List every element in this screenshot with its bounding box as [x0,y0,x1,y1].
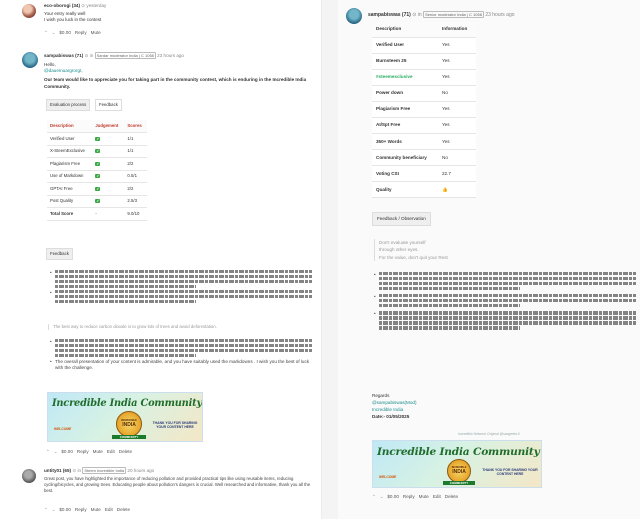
reply-link[interactable]: Reply [74,507,87,512]
row-key: 350+ Words [372,134,438,150]
community-banner [372,440,542,488]
banner-welcome: WELCOME [54,427,72,431]
row-key: AI/Spt Free [372,117,438,133]
right-comment-pane [338,0,640,519]
signature-date: Date:- 01/05/2025 [372,413,410,419]
mention-link[interactable]: @dauemuargrorgt, [44,68,83,74]
community-banner [47,392,203,442]
row-score: 9.0/10 [124,208,147,221]
payout-value[interactable]: $0.00 [59,30,71,35]
row-value: No [438,85,476,101]
author-name[interactable]: untity01 (65) [44,468,72,473]
reply-link[interactable]: Reply [402,494,415,499]
closing-text: The overall presentation of your content is admirable, and you have suitably used the markdowns . I wish you the best of luck with the challenge. [55,358,310,371]
author-name[interactable]: sampabiswas (71) [44,53,84,58]
table-row [372,134,476,150]
feedback-bullets [374,270,636,332]
screenshot-divider [322,0,338,519]
quote-line: For the value, don't quit your Rest [379,254,448,260]
comment-time[interactable]: 23 hours ago [157,53,184,58]
row-judge: - [92,208,124,221]
row-score: 1/1 [124,133,147,146]
check-icon: ✓ [96,161,100,166]
banner-welcome: WELCOME [379,475,397,479]
row-desc: X-SteemExclusive [47,145,92,158]
table-row [47,145,147,158]
reply-link[interactable]: Reply [74,30,87,35]
upvote-icon[interactable]: ⌃ [44,507,48,513]
downvote-icon[interactable]: ⌄ [51,30,56,36]
comment-eco [0,0,321,45]
comment-footer [44,30,101,36]
mute-link[interactable]: Mute [90,507,101,512]
comment-footer [372,494,458,500]
downvote-icon[interactable]: ⌄ [379,494,384,500]
comment-line: I wish you luck in the contest [44,17,102,23]
upvote-icon[interactable]: ⌃ [44,30,48,36]
table-row [372,85,476,101]
closing-bullets [50,337,312,373]
check-icon: ✓ [96,136,100,141]
evaluation-table [47,120,147,221]
greeting: Hello, [44,62,56,67]
check-icon: ✓ [96,174,100,179]
header-description: Description [47,120,92,133]
mute-link[interactable]: Mute [418,494,429,499]
table-row [372,53,476,69]
author-name[interactable]: sampabiswas (71) [368,12,411,18]
list-item [50,270,312,288]
comment-time[interactable]: 23 hours ago [485,12,515,18]
quote-line: Don't evaluate yourself [379,240,426,245]
mute-link[interactable]: Mute [92,449,103,454]
row-score: 2.5/3 [124,195,147,208]
comment-body: Great post, you have highlighted the importance of reducing pollution and provided practical tips like using reusable items, reducing cycling/bicycles, and growing trees. Educating people about pollution's dangers is crucial. Well researched and informative, thank you all the best. [44,476,311,493]
comment-footer [46,449,132,455]
edit-link[interactable]: Edit [104,507,113,512]
banner-title: Incredible India Community [377,446,540,458]
community-prefix: ⊙ in [412,12,422,18]
delete-link[interactable]: Delete [444,494,459,499]
edit-link[interactable]: Edit [432,494,441,499]
comment-body [44,62,312,90]
evaluation-process-button[interactable]: Evaluation process [46,99,90,111]
avatar[interactable] [22,469,36,483]
row-score: 2/2 [124,158,147,171]
blockquote [374,239,514,261]
delete-link[interactable]: Delete [118,449,133,454]
row-key: Verified User [372,37,438,53]
reply-link[interactable]: Reply [76,449,89,454]
row-value: Yes [438,134,476,150]
community-prefix: ⊙ in [84,53,94,58]
role-tag: Steem Incredible India [84,468,125,473]
header-information: Information [438,22,476,37]
table-row [47,158,147,171]
india-seal-logo [447,459,471,483]
row-value: Yes [438,37,476,53]
feedback-observation-button[interactable]: Feedback / Observation [372,212,431,226]
comment-time[interactable]: ⊙ yesterday [81,3,107,8]
seal-top-text: INCREDIBLE [121,418,137,422]
list-item [374,311,636,329]
table-row [47,208,147,221]
row-score: 1/1 [124,145,147,158]
india-seal-logo [116,411,142,437]
avatar[interactable] [346,8,362,24]
comment-byline [44,53,184,59]
row-desc: Total Score [47,208,92,221]
payout-value[interactable]: $0.00 [61,449,73,454]
downvote-icon[interactable]: ⌄ [51,507,56,513]
avatar[interactable] [22,4,36,18]
list-item [50,339,312,357]
row-desc: Post Quality [47,195,92,208]
banner-tagline: THANK YOU FOR SHARING YOUR CONTENT HERE [482,468,538,477]
signature-community-link[interactable]: Incredible India [372,406,404,412]
row-value: Yes [438,69,476,85]
table-row [47,170,147,183]
row-value: 22.7 [438,166,476,182]
banner-credit: Incredible Network Original @sangeeto.ii [458,432,520,436]
banner-ribbon: COMMUNITY [443,481,475,485]
seal-text: INDIA [122,422,136,429]
row-key: Quality [372,182,438,198]
comment-untity [0,466,321,519]
comment-time[interactable]: 20 hours ago [127,468,155,473]
information-table [372,22,476,198]
author-name[interactable]: eco-oborogi (34) [44,3,80,8]
signature-user-link[interactable]: @sampabiswas(Mod) [372,399,417,405]
row-key: Burnsteem 25 [372,53,438,69]
comment-line: Your entry really well [44,11,86,16]
regards-text: Regards [372,393,390,398]
row-key: Plagiarism Free [372,101,438,117]
seal-text: INDIA [452,469,466,476]
edit-link[interactable]: Edit [106,449,115,454]
row-value: No [438,150,476,166]
banner-tagline: THANK YOU FOR SHARING YOUR CONTENT HERE [152,421,198,430]
feedback-button[interactable]: Feedback [46,248,73,260]
seal-top-text: INCREDIBLE [451,466,467,469]
upvote-icon[interactable]: ⌃ [46,449,50,455]
comment-body [44,11,101,23]
comment-footer [44,507,130,513]
list-item [374,294,636,307]
intro-text: Our team would like to appreciate you for taking part in the community contest, which is enduring in the Incredible India Community. [44,77,307,89]
table-row [372,166,476,182]
check-icon: ✓ [96,199,100,204]
feedback-bullets [50,268,312,305]
row-desc: Verified User [47,133,92,146]
row-value: Yes [438,101,476,117]
table-row [372,37,476,53]
header-description: Description [372,22,438,37]
check-icon: ✓ [96,186,100,191]
row-score: 2/2 [124,183,147,196]
comment-byline [368,12,515,19]
hashtag-link[interactable]: #steemexclusive [372,69,438,85]
table-row [47,195,147,208]
table-row [47,133,147,146]
header-judgement: Judgement [92,120,124,133]
table-row [372,69,476,85]
row-score: 0.5/1 [124,170,147,183]
downvote-icon[interactable]: ⌄ [53,449,58,455]
thumbs-up-icon: 👍 [438,182,476,198]
payout-value[interactable]: $0.00 [59,507,71,512]
list-item [50,359,312,371]
row-key: Power down [372,85,438,101]
avatar[interactable] [22,52,38,68]
row-value: Yes [438,117,476,133]
list-item [50,290,312,303]
table-row [372,182,476,198]
role-tag: Sardar moderator India | C 1058 [96,53,154,58]
row-value: Yes [438,53,476,69]
row-key: Community beneficiary [372,150,438,166]
banner-ribbon: COMMUNITY [112,435,146,439]
table-row [372,150,476,166]
banner-title: Incredible India Community [52,398,202,409]
role-tag: Senior moderator India | C 1058 [425,12,482,17]
community-prefix: ⊙ in [72,468,82,473]
header-scores: Scores [124,120,147,133]
table-row [372,101,476,117]
upvote-icon[interactable]: ⌃ [372,494,376,500]
row-desc: Plagiarism Free [47,158,92,171]
delete-link[interactable]: Delete [116,507,131,512]
row-key: Voting CSI [372,166,438,182]
signature [372,393,417,421]
row-desc: GPTAI Free [47,183,92,196]
table-row [372,117,476,133]
comment-byline [44,468,154,474]
comment-sampabiswas [0,48,321,468]
check-icon: ✓ [96,149,100,154]
payout-value[interactable]: $0.00 [387,494,399,499]
feedback-tab[interactable]: Feedback [95,99,122,111]
quote-line: through other eyes. [379,247,419,253]
mute-link[interactable]: Mute [90,30,101,35]
table-row [47,183,147,196]
blockquote: The best way to reduce carbon dioxide is to grow lots of trees and avoid deforestation. [48,324,298,330]
row-desc: Use of Markdown [47,170,92,183]
list-item [374,272,636,290]
comment-byline [44,3,106,9]
